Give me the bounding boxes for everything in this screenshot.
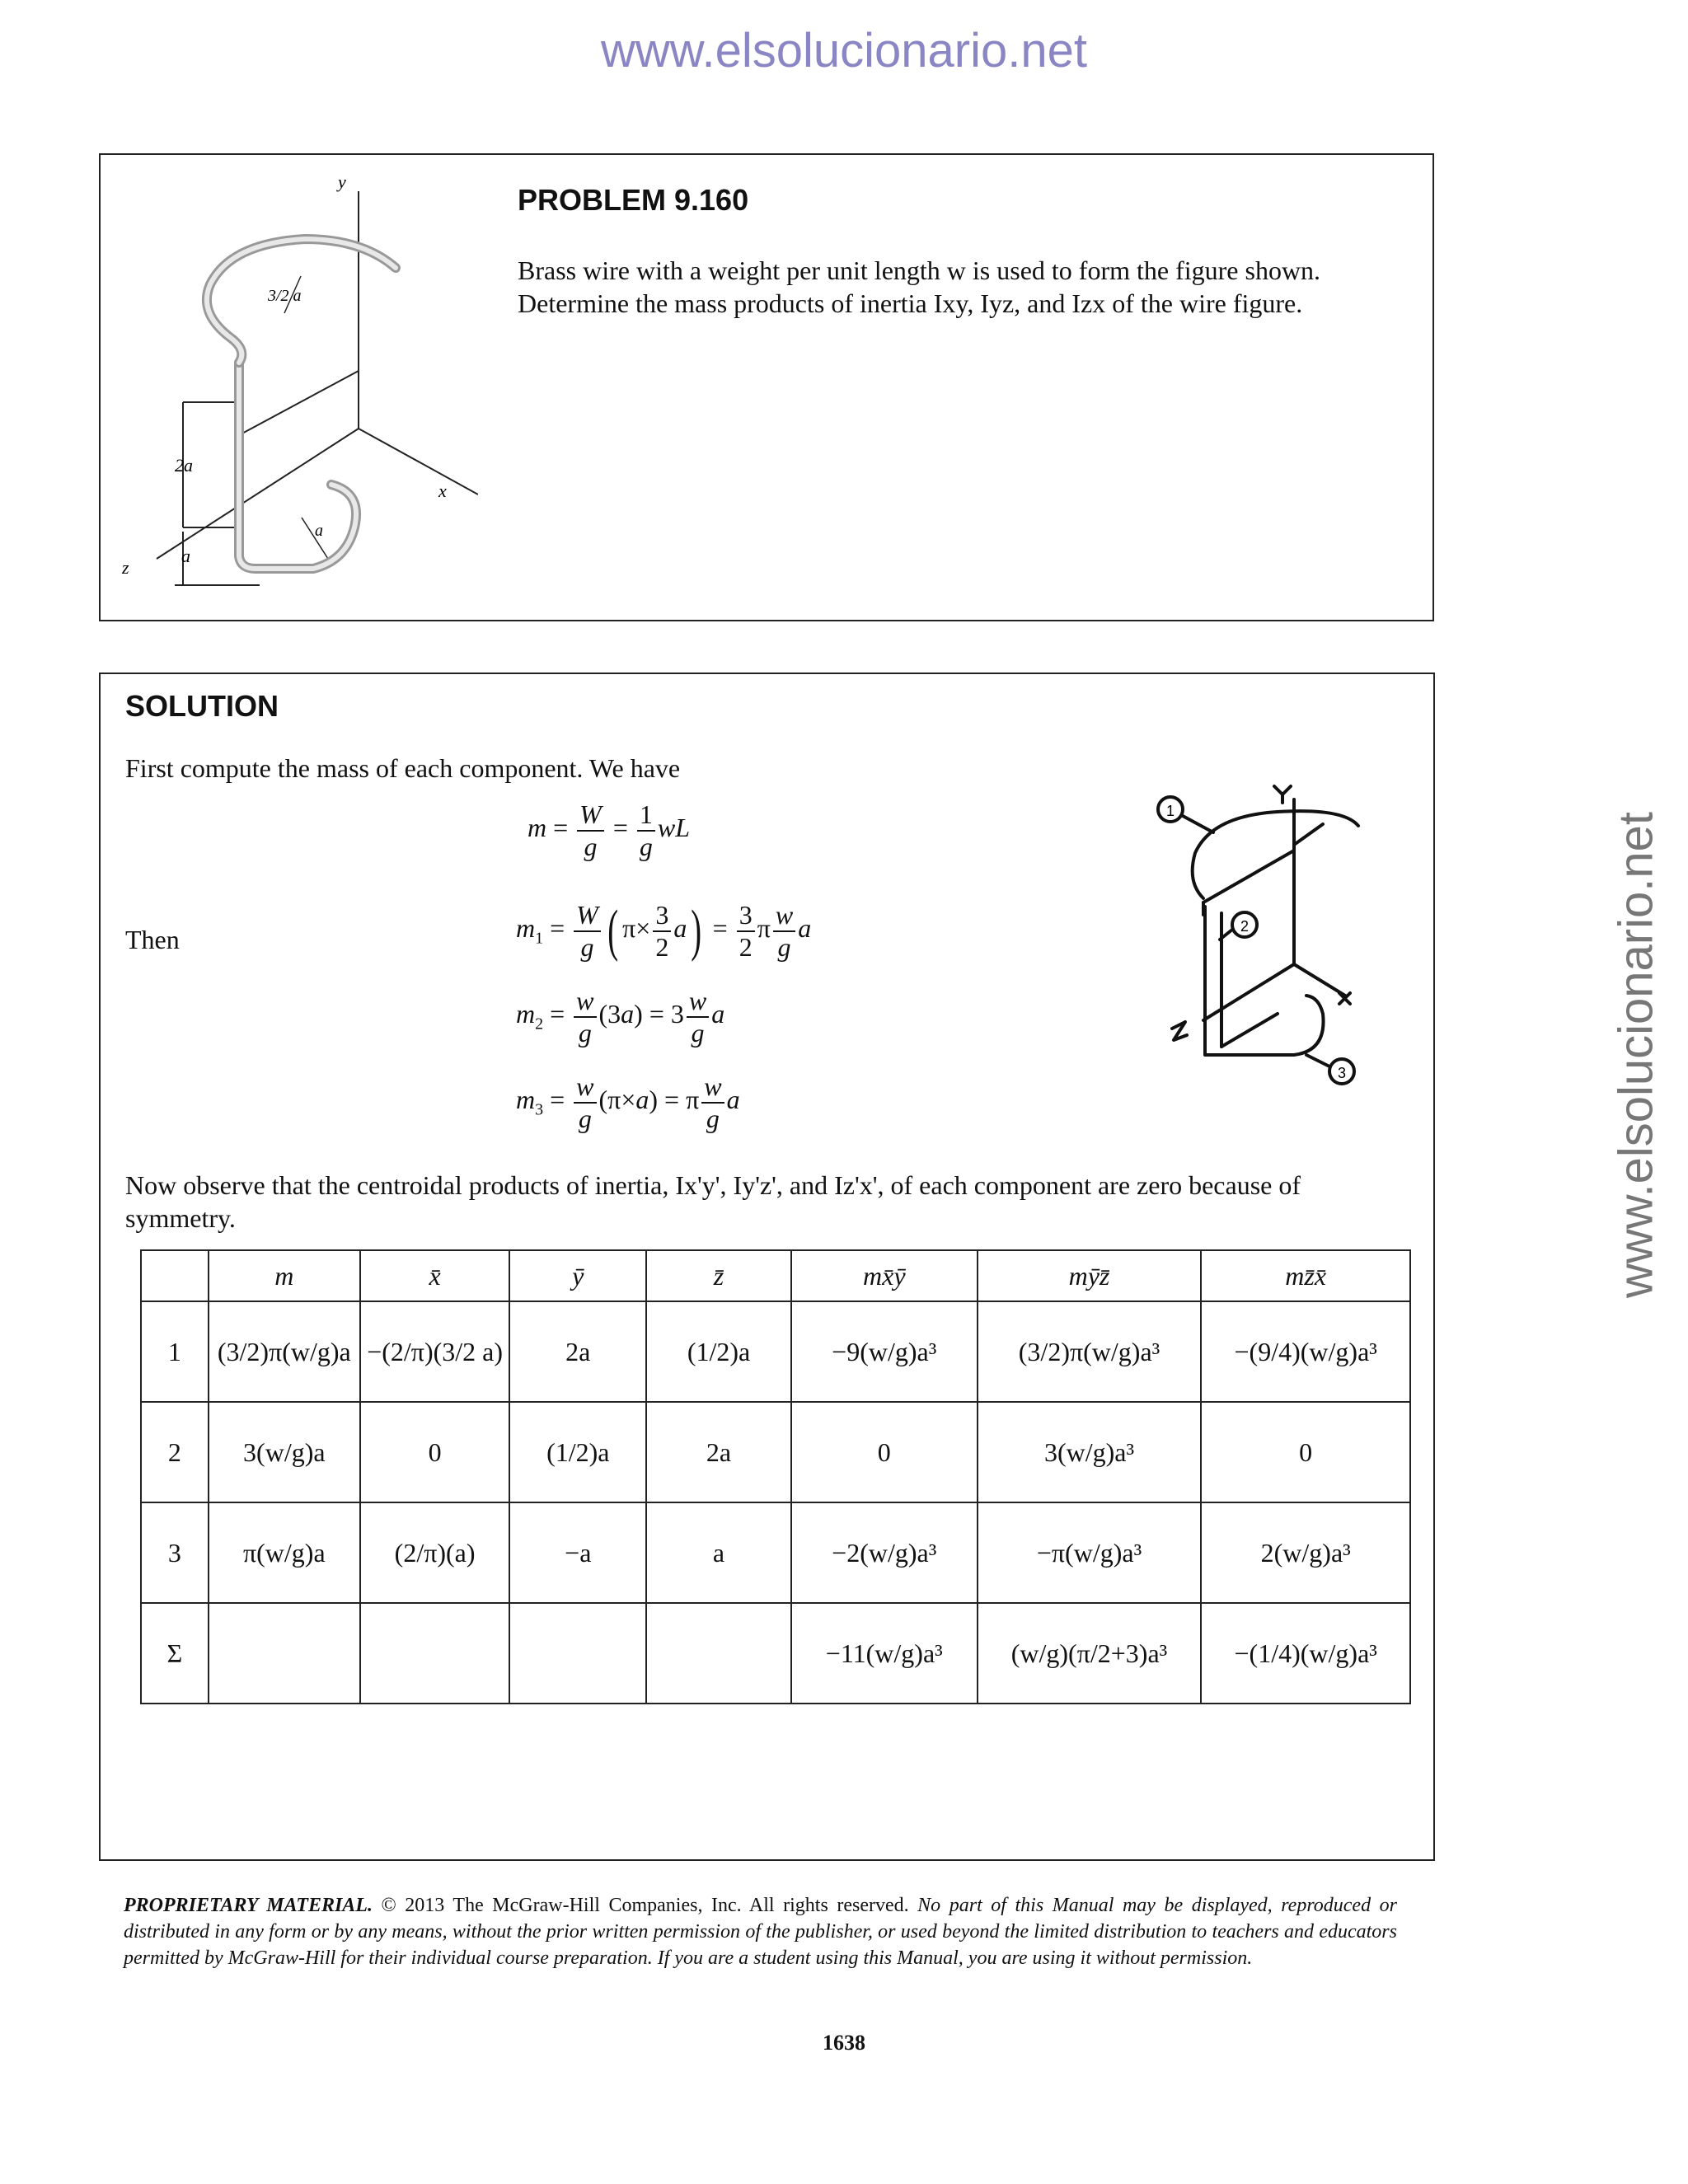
cell-myz: 3(w/g)a³ [978, 1402, 1202, 1502]
problem-text-line1: Brass wire with a weight per unit length w is used to form the figure shown. [518, 255, 1321, 285]
problem-text-line2: Determine the mass products of inertia Ixy, Iyz, and Izx of the wire figure. [518, 288, 1303, 318]
cell-y [509, 1603, 646, 1704]
row-id: 1 [141, 1301, 209, 1402]
footer-italic: No part of this Manual may be displayed, reproduced or distributed in any form or by any means, without the prior written permission of the publisher, or used beyond the limited distribution to teachers and educators permitted by McGraw-Hill for their individual course preparation. If you are a student using this Manual, you are using it without permission. [124, 1895, 1397, 1969]
equation-mass: m = $\frac{W}{g}$ = $\frac{1}{g}$ wL [528, 799, 690, 861]
cell-y: (1/2)a [509, 1402, 646, 1502]
row-id: 3 [141, 1502, 209, 1603]
fig-label-2a: 2a [175, 455, 193, 476]
table-row-sum [141, 1603, 1410, 1704]
products-of-inertia-table [140, 1249, 1411, 1704]
cell-x: −(2/π)(3/2 a) [360, 1301, 510, 1402]
cell-myz: (3/2)π(w/g)a³ [978, 1301, 1202, 1402]
footer-regular: © 2013 The McGraw-Hill Companies, Inc. All rights reserved. [372, 1895, 918, 1916]
cell-m: (3/2)π(w/g)a [209, 1301, 360, 1402]
cell-x: 0 [360, 1402, 510, 1502]
row-id: Σ [141, 1603, 209, 1704]
cell-x: (2/π)(a) [360, 1502, 510, 1603]
equation-m3: $m_3$ = $\frac{w}{g}$ (π×a) = π $\frac{w}{g}$ a [516, 1071, 740, 1133]
cell-z: a [646, 1502, 791, 1603]
fig-label-a: a [181, 546, 190, 566]
table-header-xbar: x̄ [360, 1250, 510, 1301]
cell-z: (1/2)a [646, 1301, 791, 1402]
table-header-m: m [209, 1250, 360, 1301]
cell-mxy: −2(w/g)a³ [791, 1502, 978, 1603]
solution-heading: SOLUTION [125, 689, 279, 723]
table-header-mzx: mz̄x̄ [1201, 1250, 1410, 1301]
cell-myz: −π(w/g)a³ [978, 1502, 1202, 1603]
cell-mzx: −(9/4)(w/g)a³ [1201, 1301, 1410, 1402]
cell-m: 3(w/g)a [209, 1402, 360, 1502]
cell-y: 2a [509, 1301, 646, 1402]
page-number: 1638 [823, 2031, 865, 2055]
cell-mzx: −(1/4)(w/g)a³ [1201, 1603, 1410, 1704]
solution-observe-line2: symmetry. [125, 1203, 236, 1233]
cell-z [646, 1603, 791, 1704]
solution-observe-line1: Now observe that the centroidal products of inertia, Ix'y', Iy'z', and Iz'x', of each component are zero because of [125, 1170, 1301, 1200]
fig-label-z: z [122, 557, 129, 578]
row-id: 2 [141, 1402, 209, 1502]
watermark-top: www.elsolucionario.net [601, 24, 1087, 77]
cell-mxy: −11(w/g)a³ [791, 1603, 978, 1704]
watermark-side: www.elsolucionario.net [1609, 812, 1663, 1298]
table-row [141, 1301, 1410, 1402]
cell-z: 2a [646, 1402, 791, 1502]
cell-m [209, 1603, 360, 1704]
cell-mxy: −9(w/g)a³ [791, 1301, 978, 1402]
sketch-label-3: 3 [1337, 1065, 1347, 1081]
table-header-ybar: ȳ [509, 1250, 646, 1301]
copyright-footer [124, 1892, 1397, 1971]
cell-y: −a [509, 1502, 646, 1603]
fig-label-radius3: a [315, 522, 323, 540]
sketch-label-2: 2 [1240, 918, 1250, 935]
cell-mxy: 0 [791, 1402, 978, 1502]
sketch-label-1: 1 [1165, 803, 1175, 819]
cell-x [360, 1603, 510, 1704]
table-row [141, 1402, 1410, 1502]
table-header-zbar: z̄ [646, 1250, 791, 1301]
table-header-myz: mȳz̄ [978, 1250, 1202, 1301]
cell-m: π(w/g)a [209, 1502, 360, 1603]
fig-label-radius1: 3/2 a [268, 287, 302, 305]
fig-label-y: y [338, 171, 346, 192]
solution-intro: First compute the mass of each component. We have [125, 753, 681, 783]
cell-mzx: 2(w/g)a³ [1201, 1502, 1410, 1603]
cell-myz: (w/g)(π/2+3)a³ [978, 1603, 1202, 1704]
table-row [141, 1502, 1410, 1603]
fig-label-x: x [438, 480, 447, 501]
solution-sketch [1154, 775, 1385, 1096]
cell-mzx: 0 [1201, 1402, 1410, 1502]
problem-heading: PROBLEM 9.160 [518, 183, 749, 217]
table-header-blank [141, 1250, 209, 1301]
problem-figure [115, 165, 478, 593]
table-header-mxy: mx̄ȳ [791, 1250, 978, 1301]
equation-m2: $m_2$ = $\frac{w}{g}$ (3a) = 3 $\frac{w}{g}$ a [516, 986, 725, 1047]
equation-m1: $m_1$ = $\frac{W}{g}$ ( π× $\frac{3}{2}$ a) = $\frac{3}{2}$ π $\frac{w}{g}$ a [516, 898, 812, 963]
footer-bold: PROPRIETARY MATERIAL. [124, 1895, 373, 1916]
solution-then: Then [125, 925, 180, 954]
